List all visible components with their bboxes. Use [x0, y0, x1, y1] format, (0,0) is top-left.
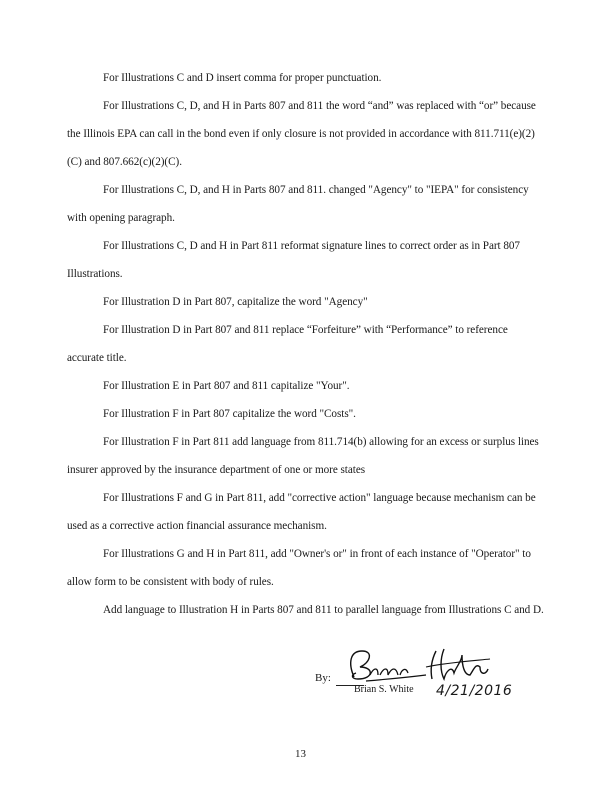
paragraph-5: For Illustration D in Part 807, capitalize the word "Agency"	[103, 296, 368, 308]
paragraph-4: For Illustrations C, D and H in Part 811 reformat signature lines to correct order as in Part 807 Illustrations.	[67, 240, 520, 280]
paragraph-2: For Illustrations C, D, and H in Parts 807 and 811 the word “and” was replaced with “or” because the Illinois EPA can call in the bond even if only closure is not provided in accordance with 811.711(e)(2)(C) and 807.662(c)(2)(C).	[67, 100, 536, 168]
signer-name: Brian S. White	[354, 684, 414, 695]
signature-block	[310, 645, 550, 705]
paragraph-12: Add language to Illustration H in Parts 807 and 811 to parallel language from Illustrations C and D.	[103, 604, 544, 616]
page-number: 13	[295, 748, 306, 760]
paragraph-9: For Illustration F in Part 811 add language from 811.714(b) allowing for an excess or surplus lines insurer approved by the insurance department of one or more states	[67, 436, 539, 476]
signature-date: 4/21/2016	[436, 683, 513, 699]
paragraph-8: For Illustration F in Part 807 capitalize the word "Costs".	[103, 408, 356, 420]
paragraph-11: For Illustrations G and H in Part 811, add "Owner's or" in front of each instance of "Operator" to allow form to be consistent with body of rules.	[67, 548, 531, 588]
by-label: By:	[315, 672, 331, 684]
paragraph-1: For Illustrations C and D insert comma for proper punctuation.	[103, 72, 382, 84]
paragraph-7: For Illustration E in Part 807 and 811 capitalize "Your".	[103, 380, 350, 392]
paragraph-3: For Illustrations C, D, and H in Parts 807 and 811. changed "Agency" to "IEPA" for consistency with opening paragraph.	[67, 184, 529, 224]
paragraph-10: For Illustrations F and G in Part 811, add "corrective action" language because mechanism can be used as a corrective action financial assurance mechanism.	[67, 492, 536, 532]
handwritten-signature	[340, 645, 500, 685]
paragraph-6: For Illustration D in Part 807 and 811 replace “Forfeiture” with “Performance” to reference accurate title.	[67, 324, 508, 364]
